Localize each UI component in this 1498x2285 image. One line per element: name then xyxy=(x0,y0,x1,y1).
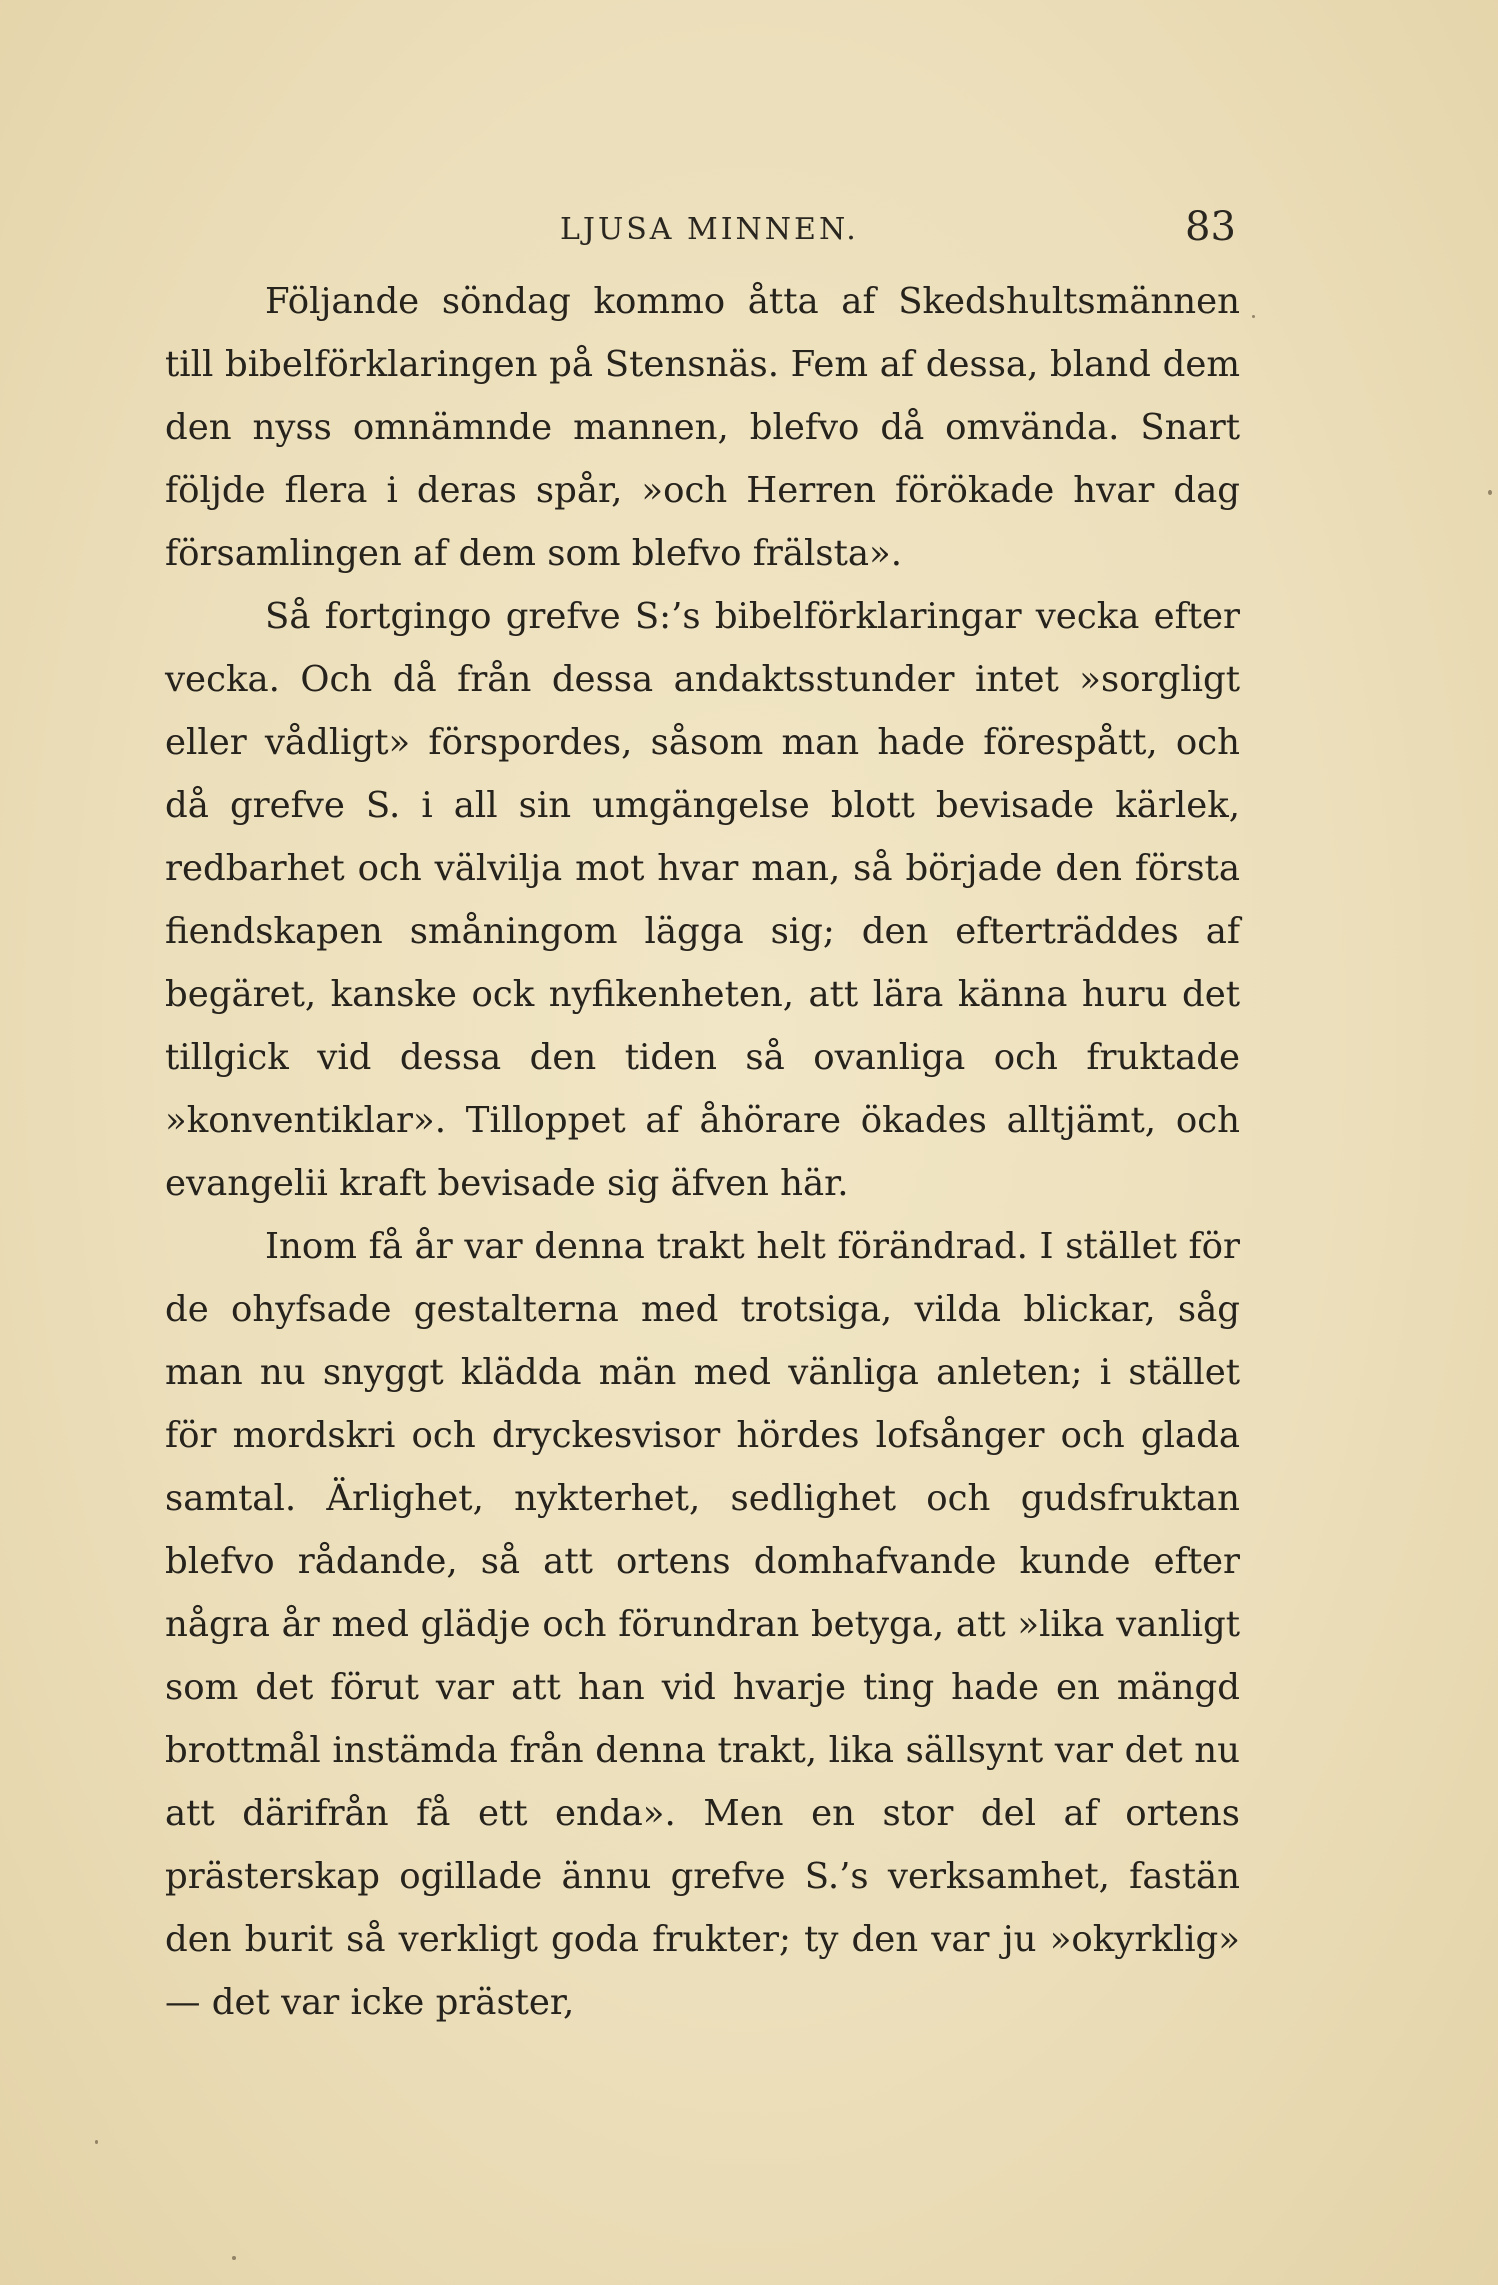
paragraph: Så fortgingo grefve S:’s bibelförklaringar vecka efter vecka. Och då från dessa andaktsstunder intet »sorgligt eller vådligt» förspordes, såsom man hade förespått, och då grefve S. i all sin umgängelse blott bevisade kärlek, redbarhet och välvilja mot hvar man, så började den första fiendskapen småningom lägga sig; den efterträddes af begäret, kanske ock nyfikenheten, att lära känna huru det tillgick vid dessa den tiden så ovanliga och fruktade »konventiklar». Tilloppet af åhörare ökades alltjämt, och evangelii kraft bevisade sig äfven här. xyxy=(165,596,1240,1204)
paper-speck xyxy=(1488,490,1492,495)
paragraph: Inom få år var denna trakt helt förändrad. I stället för de ohyfsade gestalterna med trotsiga, vilda blickar, såg man nu snyggt klädda män med vänliga anleten; i stället för mordskri och dryckesvisor hördes lofsånger och glada samtal. Ärlighet, nykterhet, sedlighet och gudsfruktan blefvo rådande, så att ortens domhafvande kunde efter några år med glädje och förundran betyga, att »lika vanligt som det förut var att han vid hvarje ting hade en mängd brottmål instämda från denna trakt, lika sällsynt var det nu att därifrån få ett enda». Men en stor del af ortens prästerskap ogillade ännu grefve S.’s verksamhet, fastän den burit så verkligt goda frukter; ty den var ju »okyrklig» — det var icke präster, xyxy=(165,1226,1240,2023)
paper-speck xyxy=(232,2256,236,2260)
page-number: 83 xyxy=(1185,204,1236,250)
body-text xyxy=(165,270,1240,2034)
running-title: LJUSA MINNEN. xyxy=(560,212,859,247)
paper-speck xyxy=(1252,315,1255,318)
paper-speck xyxy=(95,2140,98,2144)
page-header xyxy=(160,190,1260,270)
paragraph: Följande söndag kommo åtta af Skedshultsmännen till bibelförklaringen på Stensnäs. Fem af dessa, bland dem den nyss omnämnde mannen, blefvo då omvända. Snart följde flera i deras spår, »och Herren förökade hvar dag församlingen af dem som blefvo frälsta». xyxy=(165,281,1240,574)
